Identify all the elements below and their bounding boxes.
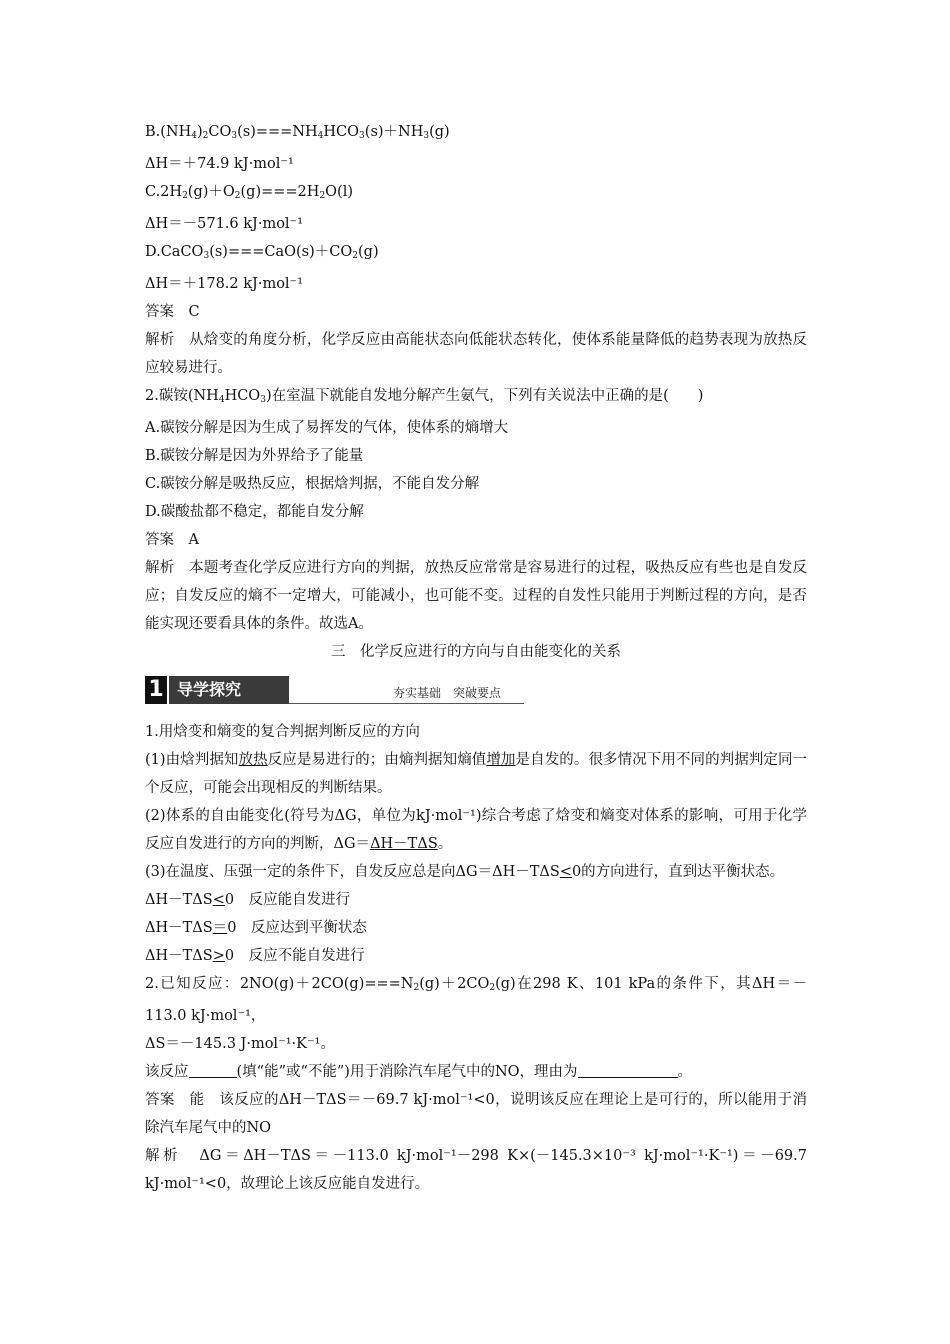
option-b-enthalpy: ΔH＝＋74.9 kJ·mol⁻¹ [145,156,294,172]
answer-2: 答案 A [145,532,199,548]
text: ΔH－TΔS [145,920,213,936]
analysis-3: 解析 ΔG＝ΔH－TΔS＝－113.0 kJ·mol⁻¹－298 K×(－145.3×10⁻³ kJ·mol⁻¹·K⁻¹)＝－69.7 kJ·mol⁻¹<0，故理论上该反应能自发进行。 [145,1148,807,1192]
fill-answer: < [212,892,225,908]
text: CO [208,124,232,140]
fill-answer: ＝ [212,920,228,936]
option-d-enthalpy: ΔH＝＋178.2 kJ·mol⁻¹ [145,276,304,292]
banner-rule [289,703,524,704]
point-2-stem: 2.已知反应：$2NO(g)+2CO(g)===N_2(g)+2CO_2(g)$在298 K、101 kPa的条件下，其ΔH＝－113.0 kJ·mol⁻¹， [145,976,807,1024]
text: (填“能”或“不能”)用于消除汽车尾气中的NO，理由为 [236,1064,578,1080]
text: B.(NH [145,124,192,140]
text: 。 [677,1064,693,1080]
text: (g)===2H [240,184,320,200]
text: C.2H [145,184,183,200]
answer-1: 答案 C [145,304,200,320]
analysis-1: 解析 从焓变的角度分析，化学反应由高能状态向低能状态转化，使体系能量降低的趋势表现为放热反应较易进行。 [145,332,807,376]
text: ΔH－TΔS [145,948,213,964]
text: (s)===CaO(s)＋CO [209,244,353,260]
text: 0 反应达到平衡状态 [227,920,367,936]
text: (s)＋NH [364,124,424,140]
fill-answer: > [212,948,225,964]
text: 2.碳铵(NH [145,388,219,404]
fill-answer: 增加 [486,752,516,768]
option-d: $D.CaCO_3(s)===CaO(s)+CO_2(g)$ [145,244,379,261]
document-page [145,118,807,1198]
fill-answer: 放热 [238,752,268,768]
text: (s)===NH [237,124,318,140]
text: (g)＋O [187,184,235,200]
text: (1)由焓判据知 [145,752,239,768]
banner-title: 导学探究 [169,676,289,704]
fill-question [145,1058,807,1086]
fill-answer: ΔH－TΔS [370,836,438,852]
option-c-enthalpy: ΔH＝－571.6 kJ·mol⁻¹ [145,216,304,232]
text: (g) [429,124,450,140]
blank-2 [578,1063,678,1078]
text: 2.已知反应：2NO(g)＋2CO(g)===N [145,976,414,992]
rule-non-spontaneous [145,942,807,970]
option-b: B.碳铵分解是因为外界给予了能量 [145,448,364,464]
text: ΔH－TΔS [145,892,213,908]
text: 0 反应不能自发进行 [224,948,365,964]
point-1-title: 1.用焓变和熵变的复合判据判断反应的方向 [145,724,420,740]
text: D.CaCO [145,244,204,260]
option-c: $C.2H_2(g)+O_2(g)===2H_2O(l)$ [145,184,354,201]
text: (g) [358,244,379,260]
blank-1 [189,1063,237,1078]
banner-number: 1 [145,676,167,704]
option-d: D.碳酸盐都不稳定，都能自发分解 [145,504,364,520]
text: )在室温下就能自发地分解产生氨气，下列有关说法中正确的是( ) [265,388,704,404]
fill-answer: < [559,864,572,880]
rule-spontaneous [145,886,807,914]
text: ΔG＝ [333,836,371,852]
text: 该反应 [145,1064,189,1080]
text: (g)＋2CO [419,976,490,992]
entropy-value: ΔS＝－145.3 J·mol⁻¹·K⁻¹。 [145,1036,335,1052]
text: HCO [224,388,261,404]
text: (2)体系的自由能变化(符号为ΔG，单位为kJ·mol⁻¹)综合考虑了焓变和熵变对体系的影响，可用于化学反应自发进行的方向的判断， [145,808,807,852]
text: (3)在温度、压强一定的条件下，自发反应总是向ΔG＝ΔH－TΔS [145,864,560,880]
text: (g)在298 K、101 kPa的条件下，其ΔH＝－113.0 kJ·mol⁻¹， [145,976,807,1024]
answer-3: 答案 能 该反应的ΔH－TΔS＝－69.7 kJ·mol⁻¹<0，说明该反应在理论上是可行的，所以能用于消除汽车尾气中的NO [145,1092,807,1136]
point-1-2 [145,802,807,858]
banner-subtitle: 夯实基础 突破要点 [393,686,502,700]
question-2-stem: 2.碳铵$(NH_4HCO_3)$在室温下就能自发地分解产生氨气，下列有关说法中正确的是( ) [145,388,704,405]
option-a: A.碳铵分解是因为生成了易挥发的气体，使体系的熵增大 [145,420,509,436]
option-c: C.碳铵分解是吸热反应，根据焓判据，不能自发分解 [145,476,480,492]
analysis-2: 解析 本题考查化学反应进行方向的判据，放热反应常常是容易进行的过程，吸热反应有些也是自发反应；自发反应的熵不一定增大，可能减小，也可能不变。过程的自发性只能用于判断过程的方向，是否能实现还要看具体的条件。故选A。 [145,560,807,632]
section-title: 三 化学反应进行的方向与自由能变化的关系 [331,644,621,660]
text: 。 [437,836,453,852]
point-1-1 [145,746,807,802]
text: 0的方向进行，直到达平衡状态。 [571,864,785,880]
point-1-3 [145,858,807,886]
text: 0 反应能自发进行 [224,892,351,908]
text: HCO [323,124,360,140]
text: 是自发的。很多情况下用不同的判据判定同一个反应，可能会出现相反的判断结果。 [145,752,808,796]
option-b: $B.(NH_4)_2CO_3(s)===NH_4HCO_3(s)+NH_3(g)$ [145,124,450,141]
text: ) [197,124,203,140]
section-banner [145,672,807,708]
text: O(l) [325,184,354,200]
text: 反应是易进行的；由熵判据知熵值 [267,752,487,768]
rule-equilibrium [145,914,807,942]
